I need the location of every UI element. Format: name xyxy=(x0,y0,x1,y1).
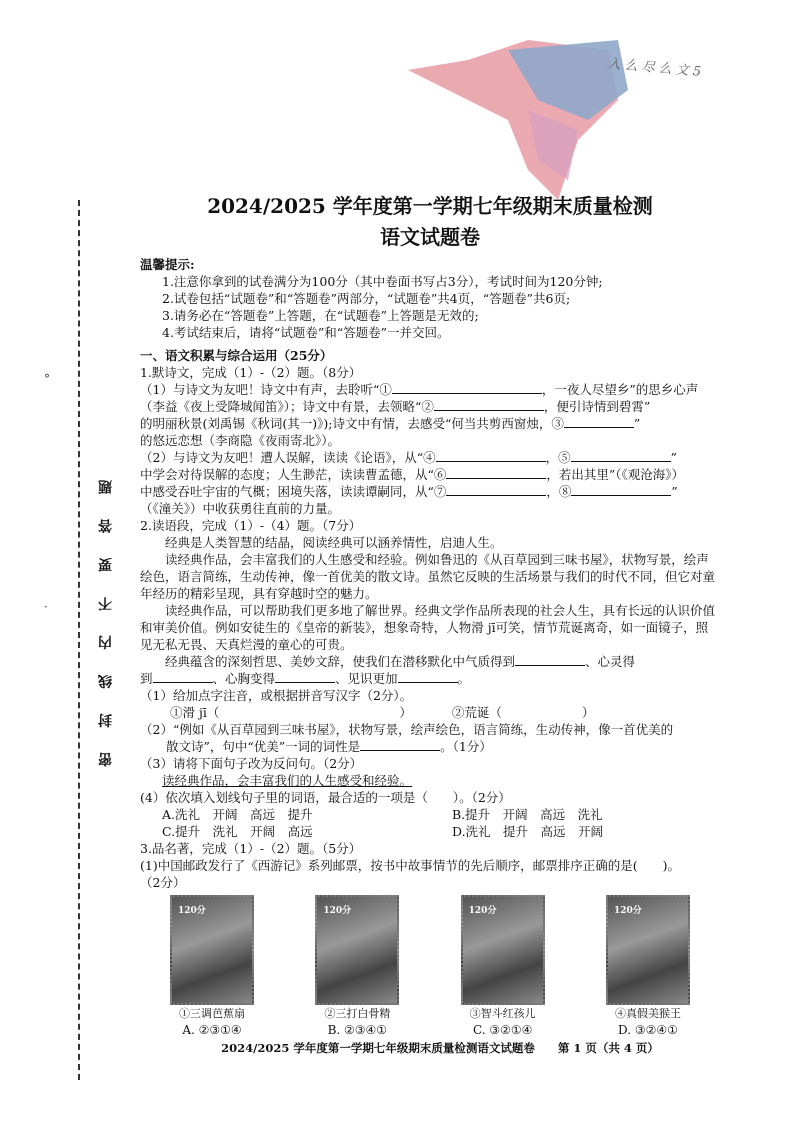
answer-blank[interactable] xyxy=(571,449,671,462)
tape-scrap-image xyxy=(408,40,628,200)
stamp xyxy=(461,895,545,1037)
question-1-heading: 1.默诗文，完成（1）-（2）题。（8分） xyxy=(140,365,362,380)
subquestion: (1)中国邮政发行了《西游记》系列邮票，按书中故事情节的先后顺序，邮票排序正确的是( )。 xyxy=(140,858,680,873)
subquestion-items: ①滑 jī（ ） ②荒诞（ ） xyxy=(170,705,595,720)
subquestion: （2）“例如《从百草园到三味书屋》，状物写景，绘声绘色，语言简练，生动传神，像一首优美的 xyxy=(140,722,674,737)
tip-item: 4.考试结束后，请将“试题卷”和“答题卷”一并交回。 xyxy=(162,325,450,340)
stamp-option[interactable]: B. ②③④① xyxy=(327,1023,388,1037)
answer-blank[interactable] xyxy=(360,738,440,751)
stamp-value: 120分 xyxy=(323,906,352,916)
exam-title: 2024/2025 学年度第一学期七年级期末质量检测 xyxy=(207,194,653,218)
answer-blank[interactable] xyxy=(436,449,546,462)
answer-blank[interactable] xyxy=(446,466,546,479)
stamp-value: 120分 xyxy=(178,906,206,916)
answer-blank[interactable] xyxy=(434,398,544,411)
passage-paragraph: 经典是人类智慧的结晶，阅读经典可以涵养情性，启迪人生。 xyxy=(165,535,503,550)
answer-blank[interactable] xyxy=(564,415,634,428)
stamp-caption: ④真假美猴王 xyxy=(614,1007,681,1020)
exam-subtitle: 语文试题卷 xyxy=(380,225,480,249)
passage-paragraph: 读经典作品，会丰富我们的人生感受和经验。例如鲁迅的《从百草园到三味书屋》，状物写景，绘声绘色，语言简练，生动传神，像一首优美的散文诗。虽然它反映的生活场景与我们的时代不同，但它对童年经历的精彩呈现，具有穿越时空的魅力。 xyxy=(140,552,716,601)
choice-option[interactable]: C.提升 洗礼 开阔 高远 xyxy=(162,824,313,839)
subquestion: (4）依次填入划线句子里的词语，最合适的一项是（ ）。（2分） xyxy=(140,790,511,805)
question-1-line: 的悠远恋想（李商隐《夜雨寄北》）。 xyxy=(140,433,341,448)
question-1-line: 的明丽秋景(刘禹锡《秋词(其一)》);诗文中有情，去感受“何当共剪西窗烛，③ ” xyxy=(140,416,641,431)
tips-label: 温馨提示: xyxy=(140,257,195,272)
sentence-to-rewrite: 读经典作品，会丰富我们的人生感受和经验。 xyxy=(162,773,413,788)
subquestion: （3）请将下面句子改为反问句。（2分） xyxy=(140,756,363,771)
question-1-line: 中感受吞吐宇宙的气概；困境失落，读读谭嗣同，从“⑦ ，⑧ ” xyxy=(140,484,678,499)
page-footer: 2024/2025 学年度第一学期七年级期末质量检测语文试题卷 第 1 页（共 4 页） xyxy=(221,1041,659,1055)
question-1-line: （李益《夜上受降城闻笛》）；诗文中有景，去领略“② ，便引诗情到碧霄” xyxy=(140,399,651,414)
passage-paragraph: 经典蕴含的深刻哲思、美妙文辞，使我们在潜移默化中气质得到 、心灵得 xyxy=(165,654,636,669)
subquestion-score: （2分） xyxy=(140,875,186,890)
passage-paragraph: 读经典作品，可以帮助我们更多地了解世界。经典文学作品所表现的社会人生，具有长远的认识价值和审美价值。例如安徒生的《皇帝的新装》，想象奇特，人物滑 jī可笑，情节荒诞离奇，如一面镜子，照见无私无畏、天真烂漫的童心的可贵。 xyxy=(140,603,716,652)
answer-blank[interactable] xyxy=(515,653,585,666)
answer-blank[interactable] xyxy=(153,670,213,683)
stamp-option[interactable]: A. ②③①④ xyxy=(182,1023,242,1037)
question-1-line: （1）与诗文为友吧！诗文中有声，去聆听“① ，一夜人尽望乡”的思乡心声 xyxy=(140,382,699,397)
margin-mark: · xyxy=(44,600,48,614)
question-1-line: 中学会对待误解的态度；人生渺茫，读读曹孟德，从“⑥ ，若出其里”（《观沧海》） xyxy=(140,467,685,482)
choice-option[interactable]: B.提升 开阔 高远 洗礼 xyxy=(452,807,603,822)
stamp-caption: ②三打白骨精 xyxy=(324,1007,391,1020)
answer-blank[interactable] xyxy=(398,670,458,683)
stamp-value: 120分 xyxy=(613,906,642,916)
stamp-image xyxy=(606,895,690,1005)
subquestion: 散文诗”，句中“优美”一词的词性是 。（1分） xyxy=(166,739,492,754)
question-1-line: （《潼关》）中收获勇往直前的力量。 xyxy=(140,501,341,516)
answer-blank[interactable] xyxy=(392,381,542,394)
question-3-heading: 3.品名著，完成（1）-（2）题。（5分） xyxy=(140,841,362,856)
choice-option[interactable]: D.洗礼 提升 高远 开阔 xyxy=(452,824,604,839)
stamp-option[interactable]: C. ③②①④ xyxy=(472,1023,533,1037)
stamp xyxy=(170,895,254,1037)
stamp-image xyxy=(170,895,254,1005)
stamp xyxy=(606,895,690,1037)
binding-dashed-line xyxy=(78,200,80,1080)
tip-item: 2.试卷包括“试题卷”和“答题卷”两部分，“试题卷”共4页，“答题卷”共6页; xyxy=(162,291,571,306)
question-1-line: （2）与诗文为友吧！遭人误解，读读《论语》，从“④ ，⑤ ” xyxy=(140,450,678,465)
seal-line-notice: 密 封 线 内 不 要 答 题 xyxy=(98,470,114,767)
choice-options xyxy=(140,806,720,840)
handwritten-scribble: 入 么 尽 么 文 5 xyxy=(606,56,702,80)
margin-mark: ° xyxy=(44,372,50,386)
question-2-heading: 2.读语段，完成（1）-（4）题。（7分） xyxy=(140,518,362,533)
stamp-image xyxy=(461,895,545,1005)
stamp-caption: ①三调芭蕉扇 xyxy=(179,1007,245,1020)
answer-blank[interactable] xyxy=(275,670,335,683)
exam-content xyxy=(140,190,720,1037)
stamp-option[interactable]: D. ③②④① xyxy=(618,1023,678,1037)
passage-paragraph: 到 、心胸变得 、见识更加 。 xyxy=(140,671,471,686)
stamp-value: 120分 xyxy=(468,906,497,916)
answer-blank[interactable] xyxy=(571,483,671,496)
stamp xyxy=(315,895,399,1037)
stamp-image xyxy=(315,895,399,1005)
section-heading: 一、语文积累与综合运用（25分） xyxy=(140,348,333,363)
stamp-row xyxy=(170,895,690,1037)
tip-item: 3.请务必在“答题卷”上答题，在“试题卷”上答题是无效的; xyxy=(162,308,479,323)
choice-option[interactable]: A.洗礼 开阔 高远 提升 xyxy=(162,807,313,822)
tip-item: 1.注意你拿到的试卷满分为100分（其中卷面书写占3分），考试时间为120分钟; xyxy=(162,274,603,289)
answer-blank[interactable] xyxy=(446,483,546,496)
stamp-caption: ③智斗红孩儿 xyxy=(469,1007,536,1020)
subquestion: （1）给加点字注音，或根据拼音写汉字（2分）。 xyxy=(140,688,413,703)
